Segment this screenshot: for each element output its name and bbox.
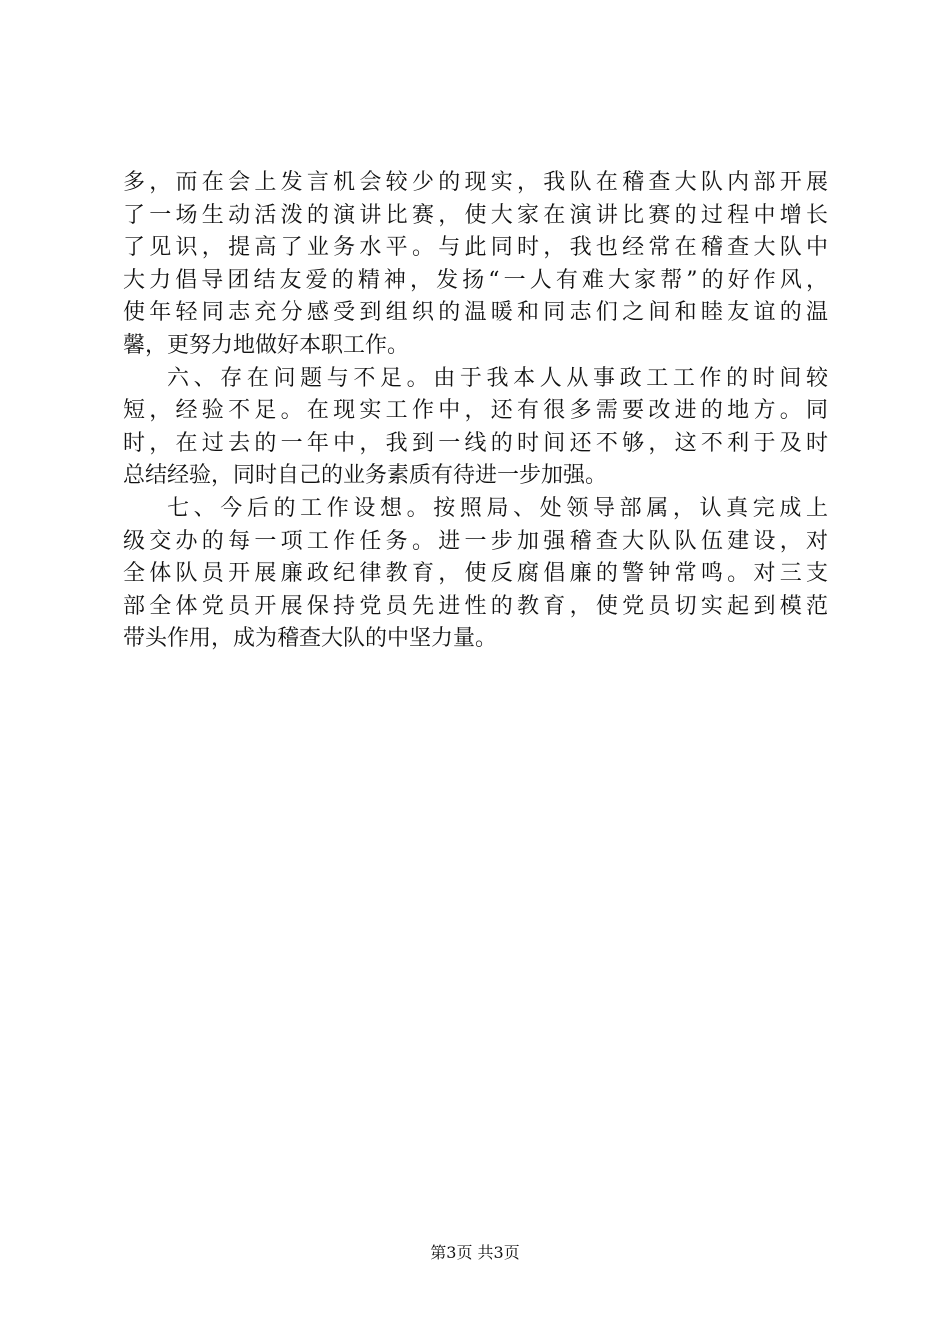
text-line: 多，而在会上发言机会较少的现实，我队在稽查大队内部开展 <box>123 170 828 195</box>
text-line: 总结经验，同时自己的业务素质有待进一步加强。 <box>123 463 608 489</box>
text-line: 级交办的每一项工作任务。进一步加强稽查大队队伍建设，对 <box>123 528 828 554</box>
section-heading-line: 六、存在问题与不足。由于我本人从事政工工作的时间较 <box>167 365 828 391</box>
section-heading-line: 七、今后的工作设想。按照局、处领导部属，认真完成上 <box>167 495 828 521</box>
text-line: 使年轻同志充分感受到组织的温暖和同志们之间和睦友谊的温 <box>123 300 828 326</box>
text-line: 了一场生动活泼的演讲比赛，使大家在演讲比赛的过程中增长 <box>123 202 828 228</box>
text-line: 部全体党员开展保持党员先进性的教育，使党员切实起到模范 <box>123 593 828 619</box>
page-number-footer: 第3页 共3页 <box>430 1243 520 1262</box>
text-line: 短，经验不足。在现实工作中，还有很多需要改进的地方。同 <box>123 398 828 424</box>
document-body <box>123 167 828 656</box>
text-line: 馨，更努力地做好本职工作。 <box>123 332 410 358</box>
text-line: 了见识，提高了业务水平。与此同时，我也经常在稽查大队中 <box>123 235 828 261</box>
text-line: 带头作用，成为稽查大队的中坚力量。 <box>123 626 498 652</box>
text-line: 时，在过去的一年中，我到一线的时间还不够，这不利于及时 <box>123 430 828 456</box>
text-line: 大力倡导团结友爱的精神，发扬“一人有难大家帮”的好作风， <box>123 267 828 293</box>
text-line: 全体队员开展廉政纪律教育，使反腐倡廉的警钟常鸣。对三支 <box>123 561 828 587</box>
